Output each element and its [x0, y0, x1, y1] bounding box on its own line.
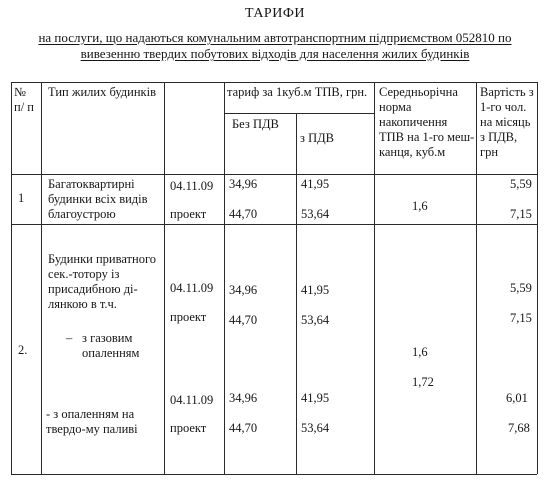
row2a-p1-no-vat: 34,96 [229, 283, 258, 297]
col-line-1 [41, 82, 42, 474]
header-norm: Середньорічна норма накопичення ТПВ на 1-го меш-канця, куб.м [379, 85, 475, 159]
row2-type-private-houses: Будинки приватного сек.-тотору із присадибною ді-лянкою в т.ч. [48, 252, 157, 311]
row1-p2-with-vat: 53,64 [301, 207, 330, 221]
row1-cost-2: 7,15 [510, 207, 532, 221]
row2b-p1-no-vat: 34,96 [229, 391, 258, 405]
table-top-border [11, 82, 537, 83]
row2b-norm: 1,72 [412, 375, 434, 389]
row2b-cost-2: 7,68 [508, 421, 530, 435]
table-bottom-border [11, 474, 537, 475]
row1-num: 1 [18, 191, 25, 205]
row2-type-solid-fuel: - з опаленням на твердо-му паливі [46, 407, 138, 436]
col-line-2 [164, 82, 165, 474]
header-no-vat: Без ПДВ [232, 117, 279, 131]
header-cost: Вартість з 1-го чол. на місяць з ПДВ, грн [480, 85, 534, 159]
row2-num: 2. [18, 343, 28, 357]
row1-type: Багатоквартирні будинки всіх видів благоустрою [48, 177, 148, 221]
col-line-3 [224, 82, 225, 474]
row2a-p2-no-vat: 44,70 [229, 313, 258, 327]
row2a-cost-2: 7,15 [510, 311, 532, 325]
document-title: ТАРИФИ [244, 6, 306, 21]
header-num: № п/ п [14, 85, 34, 114]
row2a-p2-with-vat: 53,64 [301, 313, 330, 327]
row2-type-gas-heating: з газовим опаленням [82, 331, 140, 360]
row1-draft: проект [170, 207, 207, 221]
col-line-6 [476, 82, 477, 474]
row2a-cost-1: 5,59 [510, 281, 532, 295]
row1-cost-1: 5,59 [510, 177, 532, 191]
row1-date: 04.11.09 [170, 179, 214, 193]
header-bottom-border [11, 174, 537, 175]
row2b-date: 04.11.09 [170, 393, 214, 407]
subtitle-line-1: на послуги, що надаються комунальним автотранспортним підприємством 052810 по [38, 30, 512, 45]
header-tariff: тариф за 1куб.м ТПВ, грн. [227, 85, 368, 99]
col-line-4 [296, 113, 297, 474]
row1-norm: 1,6 [412, 199, 428, 213]
col-line-0 [11, 82, 12, 474]
tariff-subheader-line [224, 113, 374, 114]
row1-p1-no-vat: 34,96 [229, 177, 258, 191]
row2b-p2-with-vat: 53,64 [301, 421, 330, 435]
header-with-vat: з ПДВ [300, 131, 334, 145]
row2b-draft: проект [170, 421, 207, 435]
row1-bottom-border [11, 224, 537, 225]
header-type: Тип жилих будинків [48, 85, 156, 99]
row1-p1-with-vat: 41,95 [301, 177, 330, 191]
row2b-p2-no-vat: 44,70 [229, 421, 258, 435]
row2b-cost-1: 6,01 [506, 391, 528, 405]
row2-sub-bullet: – [66, 331, 73, 345]
subtitle-line-2: вивезенню твердих побутових відходів для населення жилих будинків [80, 46, 470, 61]
col-line-7 [537, 82, 538, 474]
row2a-p1-with-vat: 41,95 [301, 283, 330, 297]
row2b-p1-with-vat: 41,95 [301, 391, 330, 405]
row2a-draft: проект [170, 310, 207, 324]
row2a-norm: 1,6 [412, 345, 428, 359]
row1-p2-no-vat: 44,70 [229, 207, 258, 221]
row2a-date: 04.11.09 [170, 281, 214, 295]
col-line-5 [374, 82, 375, 474]
